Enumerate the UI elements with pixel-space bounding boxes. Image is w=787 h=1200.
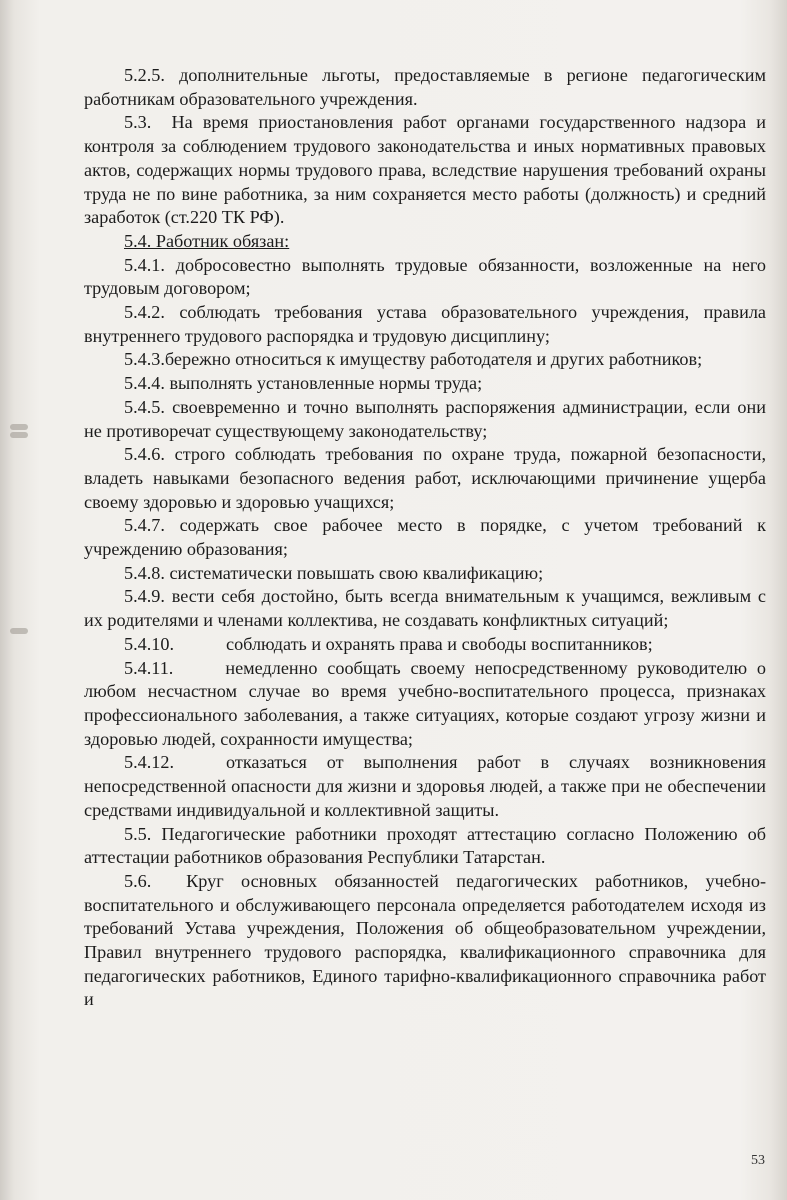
binding-mark [10, 628, 28, 634]
paragraph-5-4-2: 5.4.2. соблюдать требования устава образовательного учреждения, правила внутреннего трудового распорядка и трудовую дисциплину; [84, 302, 766, 346]
paragraph-5-4-11: 5.4.11. немедленно сообщать своему непосредственному руководителю о любом несчастном случае во время учебно-воспитательного процесса, признаках профессионального заболевания, а также ситуациях, которые создают угрозу жизни и здоровью людей, сохранности имущества; [84, 657, 766, 749]
paragraph-5-3: 5.3. На время приостановления работ органами государственного надзора и контроля за соблюдением трудового законодательства и иных нормативных правовых актов, содержащих нормы трудового права, вследствие нарушения требований охраны труда не по вине работника, за ним сохраняется место работы (должность) и средний заработок (ст.220 ТК РФ). [84, 112, 766, 228]
paragraph-5-4-4: 5.4.4. выполнять установленные нормы труда; [124, 373, 483, 394]
paragraph-5-4-10: 5.4.10. соблюдать и охранять права и свободы воспитанников; [124, 633, 653, 654]
paragraph-5-4-7: 5.4.7. содержать свое рабочее место в порядке, с учетом требований к учреждению образования; [84, 515, 767, 560]
paragraph-5-4-6: 5.4.6. строго соблюдать требования по охране труда, пожарной безопасности, владеть навыками безопасного ведения работ, исключающими причинение ущерба своему здоровью и здоровью учащихся; [84, 444, 766, 512]
page-number: 53 [751, 1153, 765, 1168]
paragraph-5-6: 5.6. Круг основных обязанностей педагогических работников, учебно-воспитательного и обслуживающего персонала определяется работодателем исходя из требований Устава учреждения, Положения об общеобразовательном учреждении, Правил внутреннего трудового распорядка, квалификационного справочника для педагогических работников, Единого тарифно-квалификационного справочника работ и [84, 870, 766, 1010]
binding-mark [10, 424, 28, 430]
paragraph-5-2-5: 5.2.5. дополнительные льготы, предоставляемые в регионе педагогическим работникам образовательного учреждения. [84, 65, 766, 109]
paragraph-5-4-8: 5.4.8. систематически повышать свою квалификацию; [124, 562, 544, 583]
paragraph-5-4-9: 5.4.9. вести себя достойно, быть всегда внимательным к учащимся, вежливым с их родителями и членами коллектива, не создавать конфликтных ситуаций; [84, 586, 766, 631]
document-body [84, 64, 766, 1012]
paragraph-5-4-5: 5.4.5. своевременно и точно выполнять распоряжения администрации, если они не противоречат существующему законодательству; [84, 396, 766, 441]
paragraph-5-4-1: 5.4.1. добросовестно выполнять трудовые обязанности, возложенные на него трудовым договором; [84, 254, 766, 299]
paragraph-5-4-12: 5.4.12. отказаться от выполнения работ в случаях возникновения непосредственной опасности для жизни и здоровья людей, а также при не обеспечении средствами индивидуальной и коллективной защиты. [84, 752, 766, 820]
paragraph-5-4-3: 5.4.3.бережно относиться к имуществу работодателя и других работников; [124, 349, 703, 370]
paragraph-5-4-heading: 5.4. Работник обязан: [124, 230, 290, 251]
paragraph-5-5: 5.5. Педагогические работники проходят аттестацию согласно Положению об аттестации работников образования Республики Татарстан. [84, 823, 766, 868]
binding-mark [10, 432, 28, 438]
